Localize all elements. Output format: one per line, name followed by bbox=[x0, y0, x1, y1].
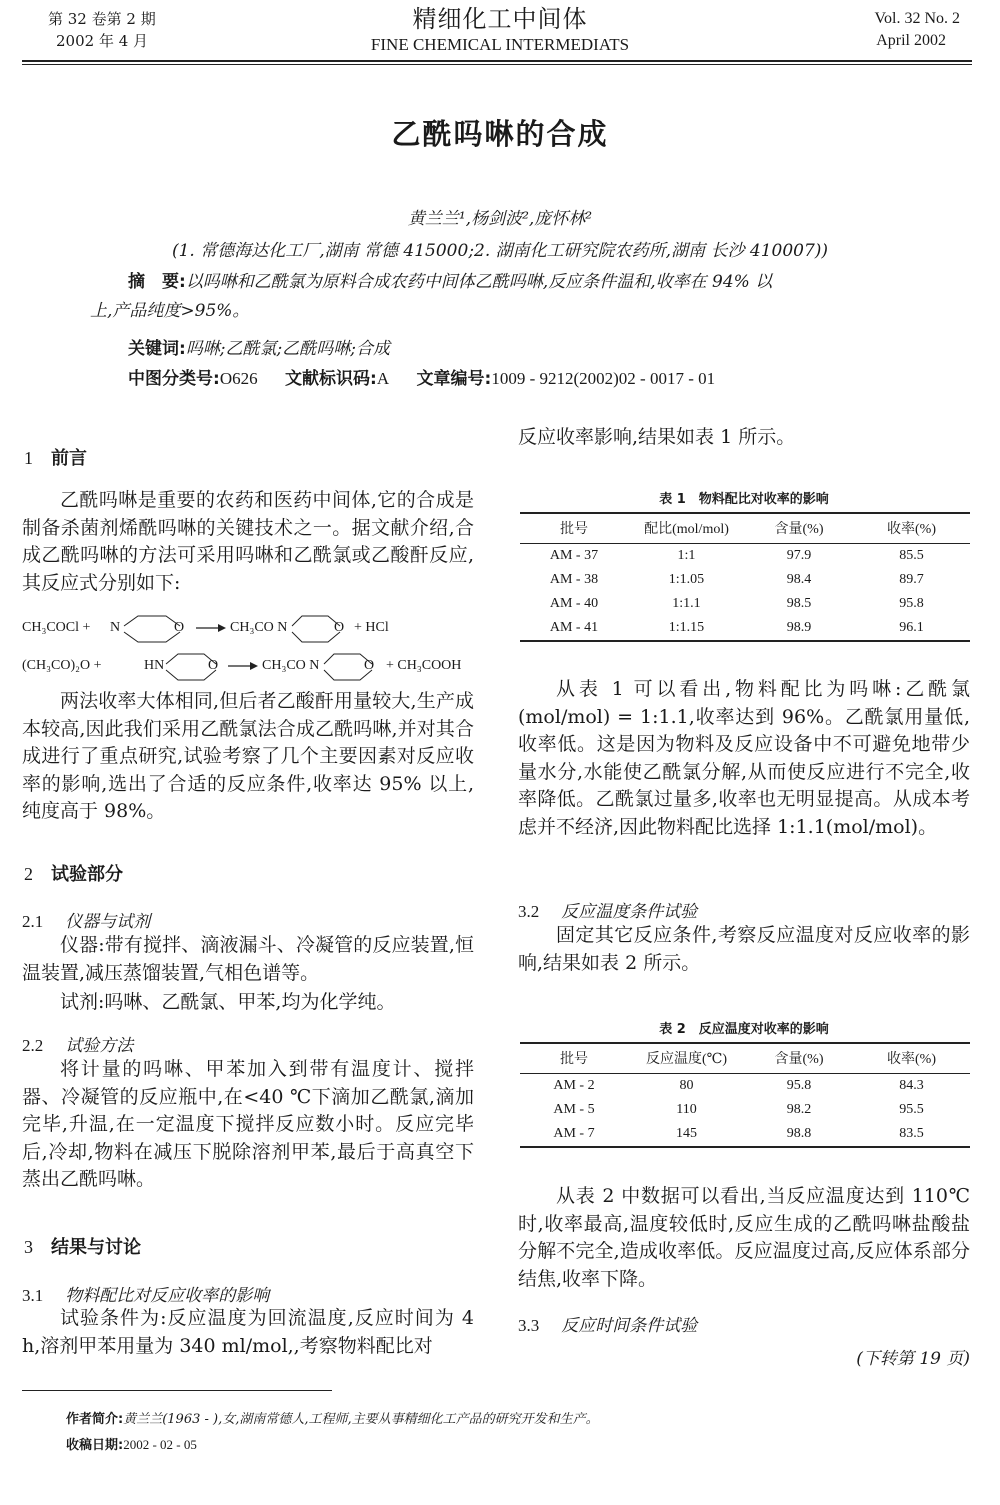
section-3-3-heading bbox=[518, 1311, 697, 1336]
section-title: 前言 bbox=[51, 448, 87, 469]
table-cell: 85.5 bbox=[899, 548, 924, 563]
table-header-row bbox=[520, 1043, 970, 1074]
table2-caption: 表 2 反应温度对收率的影响 bbox=[659, 1022, 829, 1037]
section-2-1-heading bbox=[22, 907, 150, 932]
keywords-label: 关键词: bbox=[128, 339, 186, 359]
amine-label: N bbox=[110, 620, 121, 635]
table-cell: 95.8 bbox=[786, 1078, 812, 1093]
table-header-row bbox=[520, 513, 970, 544]
table-cell: AM - 5 bbox=[553, 1102, 595, 1117]
intro-paragraph bbox=[22, 487, 474, 597]
oxygen-label: O bbox=[334, 620, 345, 635]
section-title: 仪器与试剂 bbox=[65, 912, 151, 932]
table-cell: 98.5 bbox=[786, 596, 812, 611]
issue-info-cn bbox=[48, 8, 156, 52]
section-number: 1 bbox=[24, 448, 33, 468]
table-cell: 95.8 bbox=[899, 596, 924, 611]
table-cell: 110 bbox=[676, 1102, 697, 1117]
table-row bbox=[520, 544, 970, 569]
table-row bbox=[520, 1074, 970, 1099]
paragraph-text: 从表 2 中数据可以看出,当反应温度达到 110℃时,收率最高,温度较低时,反应生成的乙酰吗啉盐酸盐分解不完全,造成收率低。反应温度过高,反应体系部分结焦,收率下降。 bbox=[518, 1185, 970, 1290]
journal-masthead bbox=[300, 4, 700, 56]
volume-en: Vol. 32 No. 2 bbox=[874, 10, 960, 27]
section-title: 结果与讨论 bbox=[51, 1237, 141, 1258]
abstract bbox=[90, 268, 920, 326]
abstract-text-1: 以吗啉和乙酰氯为原料合成农药中间体乙酰吗啉,反应条件温和,收率在 94% 以 bbox=[185, 272, 773, 292]
table-cell: AM - 38 bbox=[549, 572, 599, 587]
table-row bbox=[520, 616, 970, 641]
reactant-1: CH₃COCl + bbox=[22, 620, 91, 635]
table-cell: 89.7 bbox=[899, 572, 924, 587]
clc-label: 中图分类号: bbox=[128, 369, 220, 389]
method-choice-paragraph bbox=[22, 688, 474, 826]
table-cell: 80 bbox=[679, 1078, 694, 1093]
section-title: 反应温度条件试验 bbox=[561, 902, 698, 922]
product: CH₃CO N bbox=[262, 658, 320, 673]
article-number-label: 文章编号: bbox=[416, 369, 492, 389]
table-cell: AM - 2 bbox=[553, 1078, 595, 1093]
paragraph-text: 固定其它反应条件,考察反应温度对反应收率的影响,结果如表 2 所示。 bbox=[518, 924, 970, 974]
section-number: 3.3 bbox=[518, 1316, 540, 1335]
table1-discussion bbox=[518, 676, 970, 841]
header-rule bbox=[22, 60, 972, 62]
oxygen-label: O bbox=[208, 658, 219, 673]
table-cell: 97.9 bbox=[786, 548, 812, 563]
table-row bbox=[520, 568, 970, 592]
section-2-heading bbox=[24, 860, 123, 886]
section-3-1-heading bbox=[22, 1281, 269, 1306]
table-row bbox=[520, 592, 970, 616]
byproduct: + CH₃COOH bbox=[386, 658, 462, 673]
column-header: 含量(%) bbox=[745, 513, 853, 544]
abstract-line1 bbox=[90, 268, 920, 297]
clc-code: O626 bbox=[219, 369, 258, 388]
byproduct: + HCl bbox=[354, 620, 389, 635]
paragraph-text: 从表 1 可以看出,物料配比为吗啉:乙酰氯(mol/mol) = 1:1.1,收率达到 96%。乙酰氯用量低,收率低。这是因为物料及反应设备中不可避免地带少量水分,水能使乙酰氯分解,从而使反应进行不完全,收率降低。乙酰氯过量多,收率也无明显提高。从成本考虑并不经济,因此物料配比选择 1:1.1(mol/mol)。 bbox=[518, 678, 970, 838]
paragraph-text: 仪器:带有搅拌、滴液漏斗、冷凝管的反应装置,恒温装置,减压蒸馏装置,气相色谱等。 bbox=[22, 934, 474, 984]
reactant-1: (CH₃CO)₂O + bbox=[22, 658, 102, 673]
classification bbox=[128, 364, 715, 389]
doc-code: A bbox=[376, 369, 390, 388]
abstract-text-2: 上,产品纯度>95%。 bbox=[90, 301, 250, 321]
header-rule-thin bbox=[22, 64, 972, 65]
table-cell: 145 bbox=[628, 1122, 745, 1147]
table-row bbox=[520, 1122, 970, 1147]
paragraph-text: 乙酰吗啉是重要的农药和医药中间体,它的合成是制备杀菌剂烯酰吗啉的关键技术之一。据文献介绍,合成乙酰吗啉的方法可采用吗啉和乙酰氯或乙酸酐反应,其反应式分别如下: bbox=[22, 489, 474, 594]
bio-label: 作者简介: bbox=[66, 1412, 124, 1427]
author-bio bbox=[66, 1408, 599, 1427]
issue-info-en bbox=[820, 8, 960, 52]
table-cell: 98.4 bbox=[786, 572, 812, 587]
table2-discussion bbox=[518, 1183, 970, 1293]
section-title: 试验部分 bbox=[51, 864, 123, 885]
reaction-arrow-icon bbox=[228, 660, 258, 672]
article-title: 乙酰吗啉的合成 bbox=[391, 117, 609, 151]
section-number: 2 bbox=[24, 864, 33, 884]
column-header: 批号 bbox=[520, 513, 628, 544]
oxygen-label: O bbox=[174, 620, 185, 635]
table-cell: 84.3 bbox=[899, 1078, 924, 1093]
instruments-paragraph bbox=[22, 932, 474, 1017]
product: CH₃CO N bbox=[230, 620, 288, 635]
oxygen-label: O bbox=[364, 658, 375, 673]
table-cell: 1:1.1 bbox=[672, 596, 701, 611]
date-cn: 2002 年 4 月 bbox=[56, 32, 149, 50]
received-value: 2002 - 02 - 05 bbox=[123, 1437, 197, 1452]
paragraph-text: 反应收率影响,结果如表 1 所示。 bbox=[518, 426, 796, 448]
column-header: 收率(%) bbox=[853, 513, 970, 544]
table-cell: 98.2 bbox=[786, 1102, 812, 1117]
column-header: 收率(%) bbox=[853, 1043, 970, 1074]
bio-text: 黄兰兰(1963 - ),女,湖南常德人,工程师,主要从事精细化工产品的研究开发和生产。 bbox=[123, 1412, 599, 1427]
section-3-heading bbox=[24, 1233, 141, 1259]
table-cell: 1:1.15 bbox=[628, 616, 745, 641]
table1-intro bbox=[518, 424, 970, 452]
section-number: 3.2 bbox=[518, 902, 540, 921]
table-cell: 1:1.05 bbox=[668, 572, 705, 587]
paragraph-text: 将计量的吗啉、甲苯加入到带有温度计、搅拌器、冷凝管的反应瓶中,在<40 ℃下滴加乙酰氯,滴加完毕,升温,在一定温度下搅拌反应数小时。反应完毕后,冷却,物料在减压下脱除溶剂甲苯,最后于高真空下蒸出乙酰吗啉。 bbox=[22, 1058, 474, 1190]
table-cell: AM - 40 bbox=[549, 596, 599, 611]
reaction-arrow-icon bbox=[196, 622, 226, 634]
procedure-paragraph bbox=[22, 1056, 474, 1194]
section-title: 物料配比对反应收率的影响 bbox=[65, 1286, 270, 1306]
table-cell: 83.5 bbox=[853, 1122, 970, 1147]
received-label: 收稿日期: bbox=[66, 1438, 124, 1453]
section-1-heading bbox=[24, 444, 87, 470]
table-cell: 96.1 bbox=[853, 616, 970, 641]
table-cell: AM - 41 bbox=[520, 616, 628, 641]
table-cell: 98.9 bbox=[745, 616, 853, 641]
journal-name-cn: 精细化工中间体 bbox=[412, 5, 588, 33]
reaction-2 bbox=[22, 650, 482, 684]
section-2-2-heading bbox=[22, 1031, 133, 1056]
section-number: 2.2 bbox=[22, 1036, 44, 1055]
table-cell: 98.8 bbox=[745, 1122, 853, 1147]
column-header: 含量(%) bbox=[745, 1043, 853, 1074]
amine-label: HN bbox=[144, 658, 165, 673]
reaction-1 bbox=[22, 612, 482, 646]
column-header: 批号 bbox=[520, 1043, 628, 1074]
date-en: April 2002 bbox=[876, 32, 946, 49]
doc-code-label: 文献标识码: bbox=[285, 369, 377, 389]
table-cell: AM - 37 bbox=[549, 548, 599, 563]
section-title: 反应时间条件试验 bbox=[561, 1316, 698, 1336]
continued-note: (下转第 19 页) bbox=[856, 1349, 970, 1369]
footnote-rule bbox=[22, 1390, 332, 1391]
table-row bbox=[520, 1098, 970, 1122]
section-number: 3.1 bbox=[22, 1286, 44, 1305]
table1 bbox=[520, 512, 970, 642]
section-3-2-heading bbox=[518, 897, 697, 922]
column-header: 反应温度(℃) bbox=[628, 1043, 745, 1074]
paragraph-text: 试验条件为:反应温度为回流温度,反应时间为 4 h,溶剂甲苯用量为 340 ml/mol,,考察物料配比对 bbox=[22, 1307, 474, 1357]
paragraph-text: 两法收率大体相同,但后者乙酸酐用量较大,生产成本较高,因此我们采用乙酰氯法合成乙酰吗啉,并对其合成进行了重点研究,试验考察了几个主要因素对反应收率的影响,选出了合适的反应条件,收率达 95% 以上,纯度高于 98%。 bbox=[22, 690, 474, 822]
section-title: 试验方法 bbox=[65, 1036, 134, 1056]
keywords-text: 吗啉;乙酰氯;乙酰吗啉;合成 bbox=[185, 339, 390, 359]
paragraph-text: 试剂:吗啉、乙酰氯、甲苯,均为化学纯。 bbox=[60, 991, 396, 1013]
section-number: 3 bbox=[24, 1237, 33, 1257]
article-number: 1009 - 9212(2002)02 - 0017 - 01 bbox=[491, 369, 716, 388]
table2-intro bbox=[518, 922, 970, 977]
table1-caption: 表 1 物料配比对收率的影响 bbox=[659, 492, 829, 507]
affiliations: (1. 常德海达化工厂,湖南 常德 415000;2. 湖南化工研究院农药所,湖南 长沙 410007)) bbox=[171, 241, 829, 261]
conditions-paragraph bbox=[22, 1305, 474, 1360]
table-cell: 1:1 bbox=[677, 548, 696, 563]
section-number: 2.1 bbox=[22, 912, 44, 931]
received-date bbox=[66, 1434, 197, 1453]
column-header: 配比(mol/mol) bbox=[628, 513, 745, 544]
keywords bbox=[128, 334, 390, 359]
table2 bbox=[520, 1042, 970, 1148]
table-cell: 95.5 bbox=[899, 1102, 924, 1117]
table-cell: AM - 7 bbox=[520, 1122, 628, 1147]
author-list: 黄兰兰¹,杨剑波²,庞怀林² bbox=[407, 209, 593, 229]
abstract-label: 摘 要: bbox=[128, 272, 186, 292]
journal-name-en: FINE CHEMICAL INTERMEDIATS bbox=[370, 35, 630, 54]
volume-cn: 第 32 卷第 2 期 bbox=[48, 10, 156, 28]
